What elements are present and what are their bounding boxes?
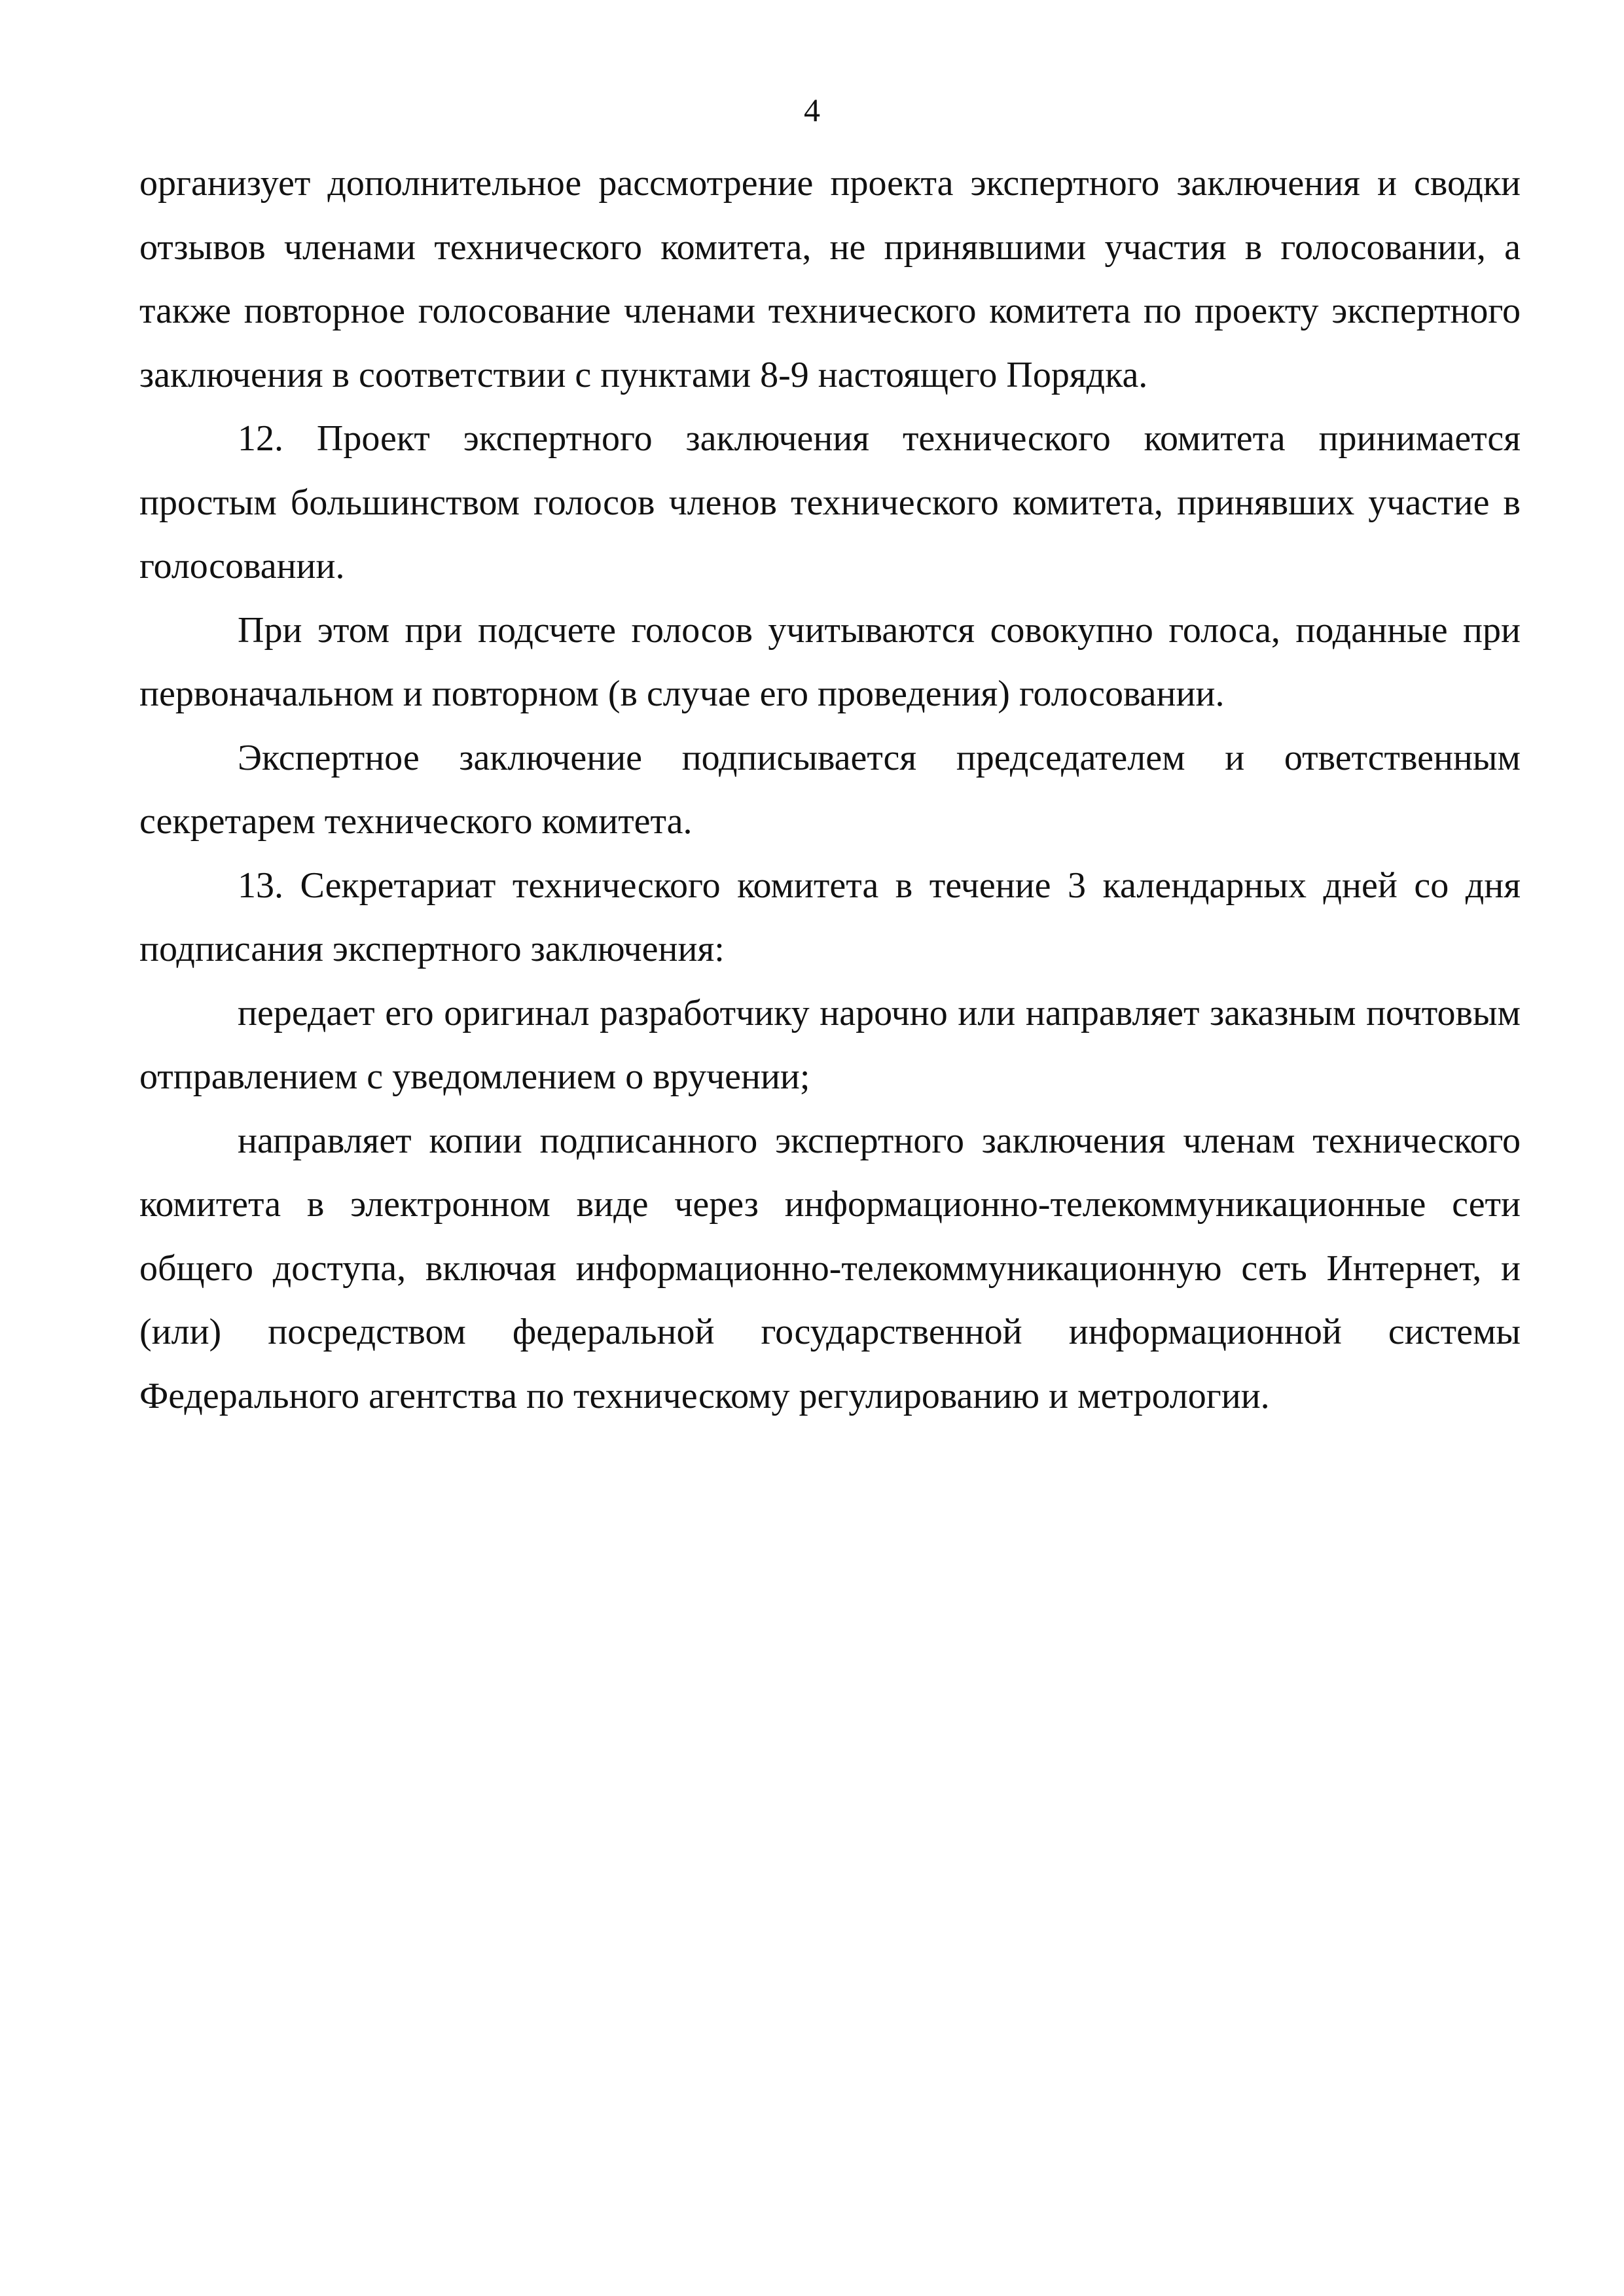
page-number: 4: [804, 92, 820, 128]
paragraph-transfer-original: передает его оригинал разработчику нарочно или направляет заказным почтовым отправлением с уведомлением о вручении;: [139, 992, 1521, 1097]
paragraph-signing: Экспертное заключение подписывается председателем и ответственным секретарем технического комитета.: [139, 737, 1521, 842]
paragraph-item-13: 13. Секретариат технического комитета в течение 3 календарных дней со дня подписания экспертного заключения:: [139, 865, 1521, 969]
paragraph-vote-counting: При этом при подсчете голосов учитываются совокупно голоса, поданные при первоначальном и повторном (в случае его проведения) голосовании.: [139, 609, 1521, 714]
paragraph-continuation: организует дополнительное рассмотрение проекта экспертного заключения и сводки отзывов членами технического комитета, не принявшими участия в голосовании, а также повторное голосование членами технического комитета по проекту экспертного заключения в соответствии с пунктами 8-9 настоящего Порядка.: [139, 163, 1521, 395]
document-body: [139, 152, 1521, 1428]
paragraph-send-copies: направляет копии подписанного экспертного заключения членам технического комитета в электронном виде через информационно-телекоммуникационные сети общего доступа, включая информационно-телекоммуникационную сеть Интернет, и (или) посредством федеральной государственной информационной системы Федерального агентства по техническому регулированию и метрологии.: [139, 1120, 1521, 1416]
paragraph-item-12: 12. Проект экспертного заключения технического комитета принимается простым большинством голосов членов технического комитета, принявших участие в голосовании.: [139, 418, 1521, 586]
